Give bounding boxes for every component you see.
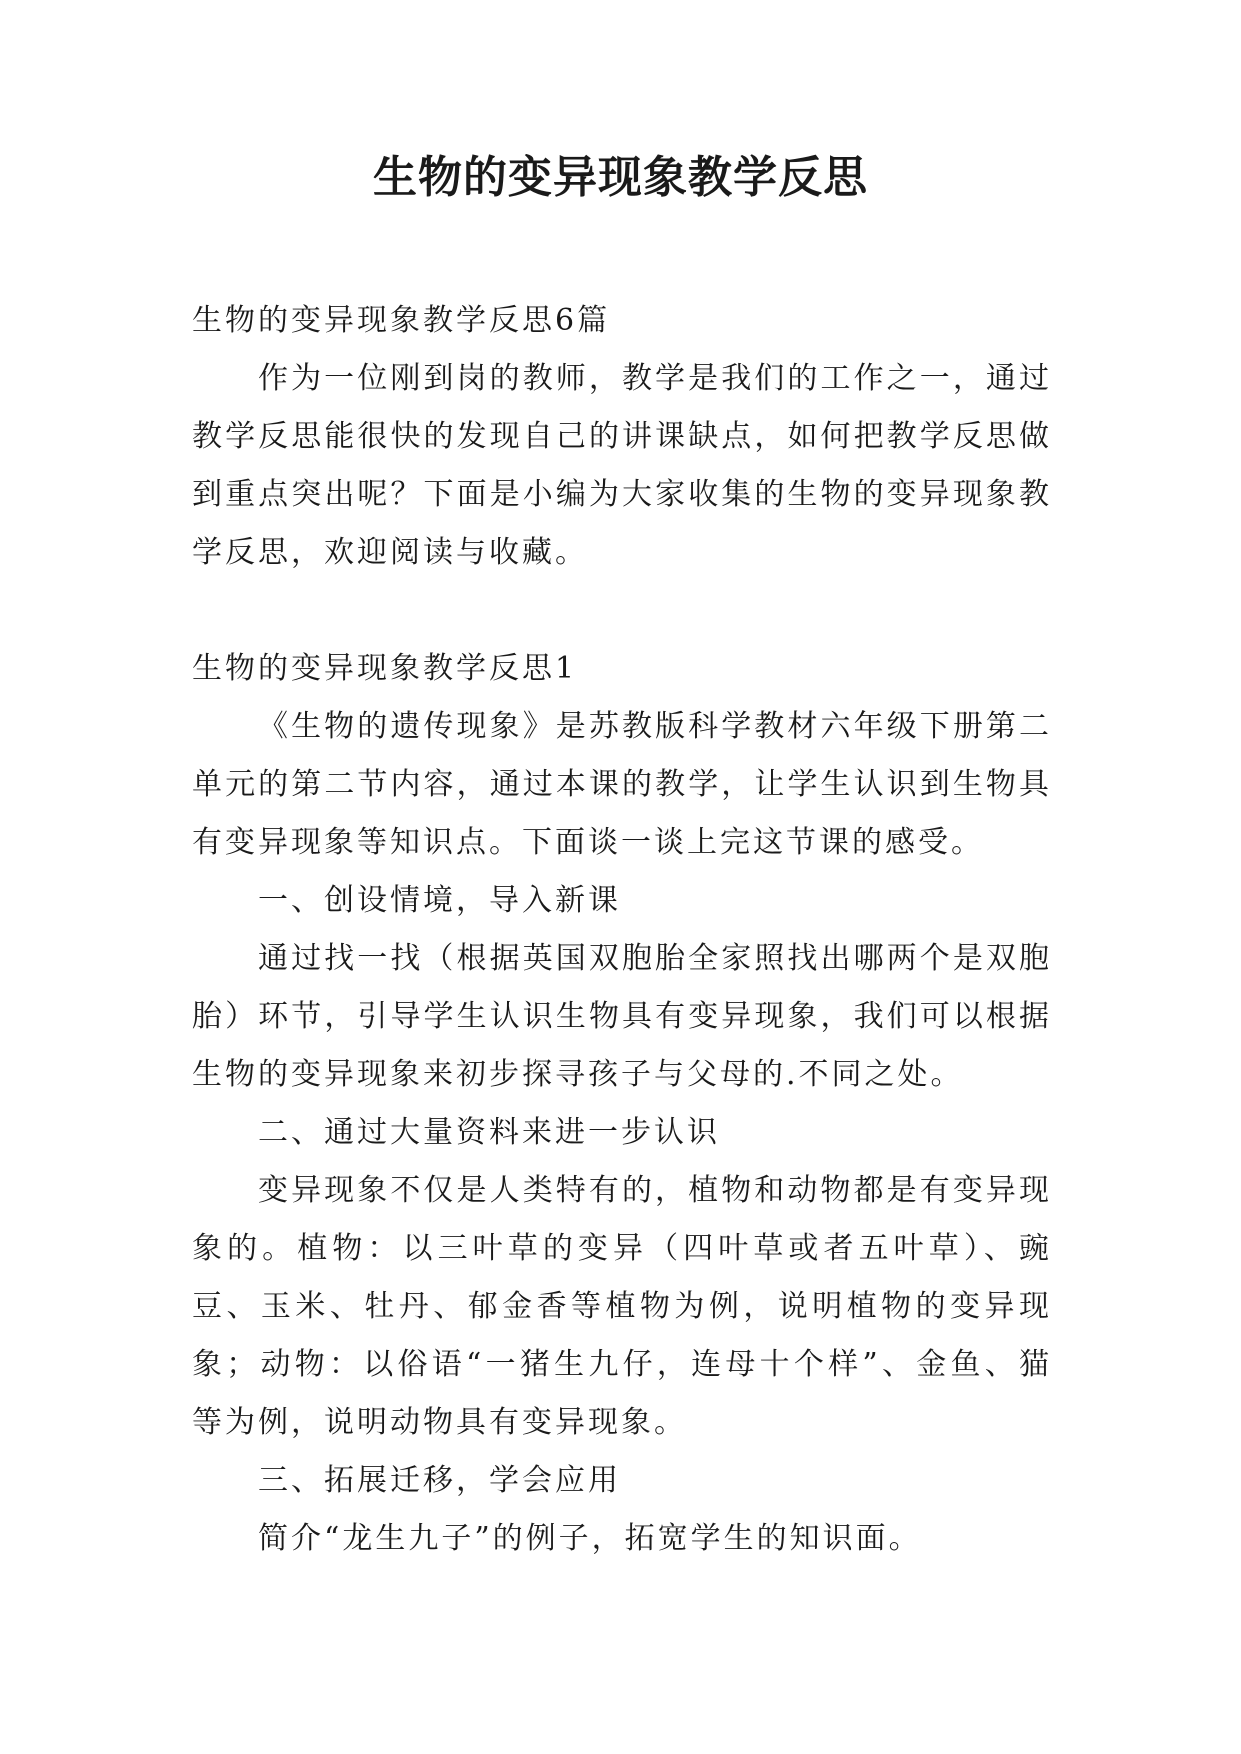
section1-heading: 生物的变异现象教学反思1 [192,651,578,686]
subtitle: 生物的变异现象教学反思6篇 [192,303,611,338]
document-title: 生物的变异现象教学反思 [373,152,868,203]
point3-heading: 三、拓展迁移，学会应用 [258,1463,621,1498]
section1-paragraph: 《生物的遗传现象》是苏教版科学教材六年级下册第二单元的第二节内容，通过本课的教学，让学生认识到生物具有变异现象等知识点。下面谈一谈上完这节课的感受。 [192,709,1052,860]
point2-paragraph: 变异现象不仅是人类特有的，植物和动物都是有变异现象的。植物：以三叶草的变异（四叶草或者五叶草）、豌豆、玉米、牡丹、郁金香等植物为例，说明植物的变异现象；动物：以俗语“一猪生九仔，连母十个样”、金鱼、猫等为例，说明动物具有变异现象。 [192,1173,1052,1440]
point3-paragraph: 简介“龙生九子”的例子，拓宽学生的知识面。 [258,1521,922,1556]
point1-paragraph: 通过找一找（根据英国双胞胎全家照找出哪两个是双胞胎）环节，引导学生认识生物具有变异现象，我们可以根据生物的变异现象来初步探寻孩子与父母的.不同之处。 [192,941,1052,1092]
point2-heading: 二、通过大量资料来进一步认识 [258,1115,720,1150]
document-body [192,292,1052,1568]
intro-paragraph: 作为一位刚到岗的教师，教学是我们的工作之一，通过教学反思能很快的发现自己的讲课缺点，如何把教学反思做到重点突出呢？下面是小编为大家收集的生物的变异现象教学反思，欢迎阅读与收藏。 [192,361,1052,570]
point1-heading: 一、创设情境，导入新课 [258,883,621,918]
paragraph-gap [192,582,1052,640]
